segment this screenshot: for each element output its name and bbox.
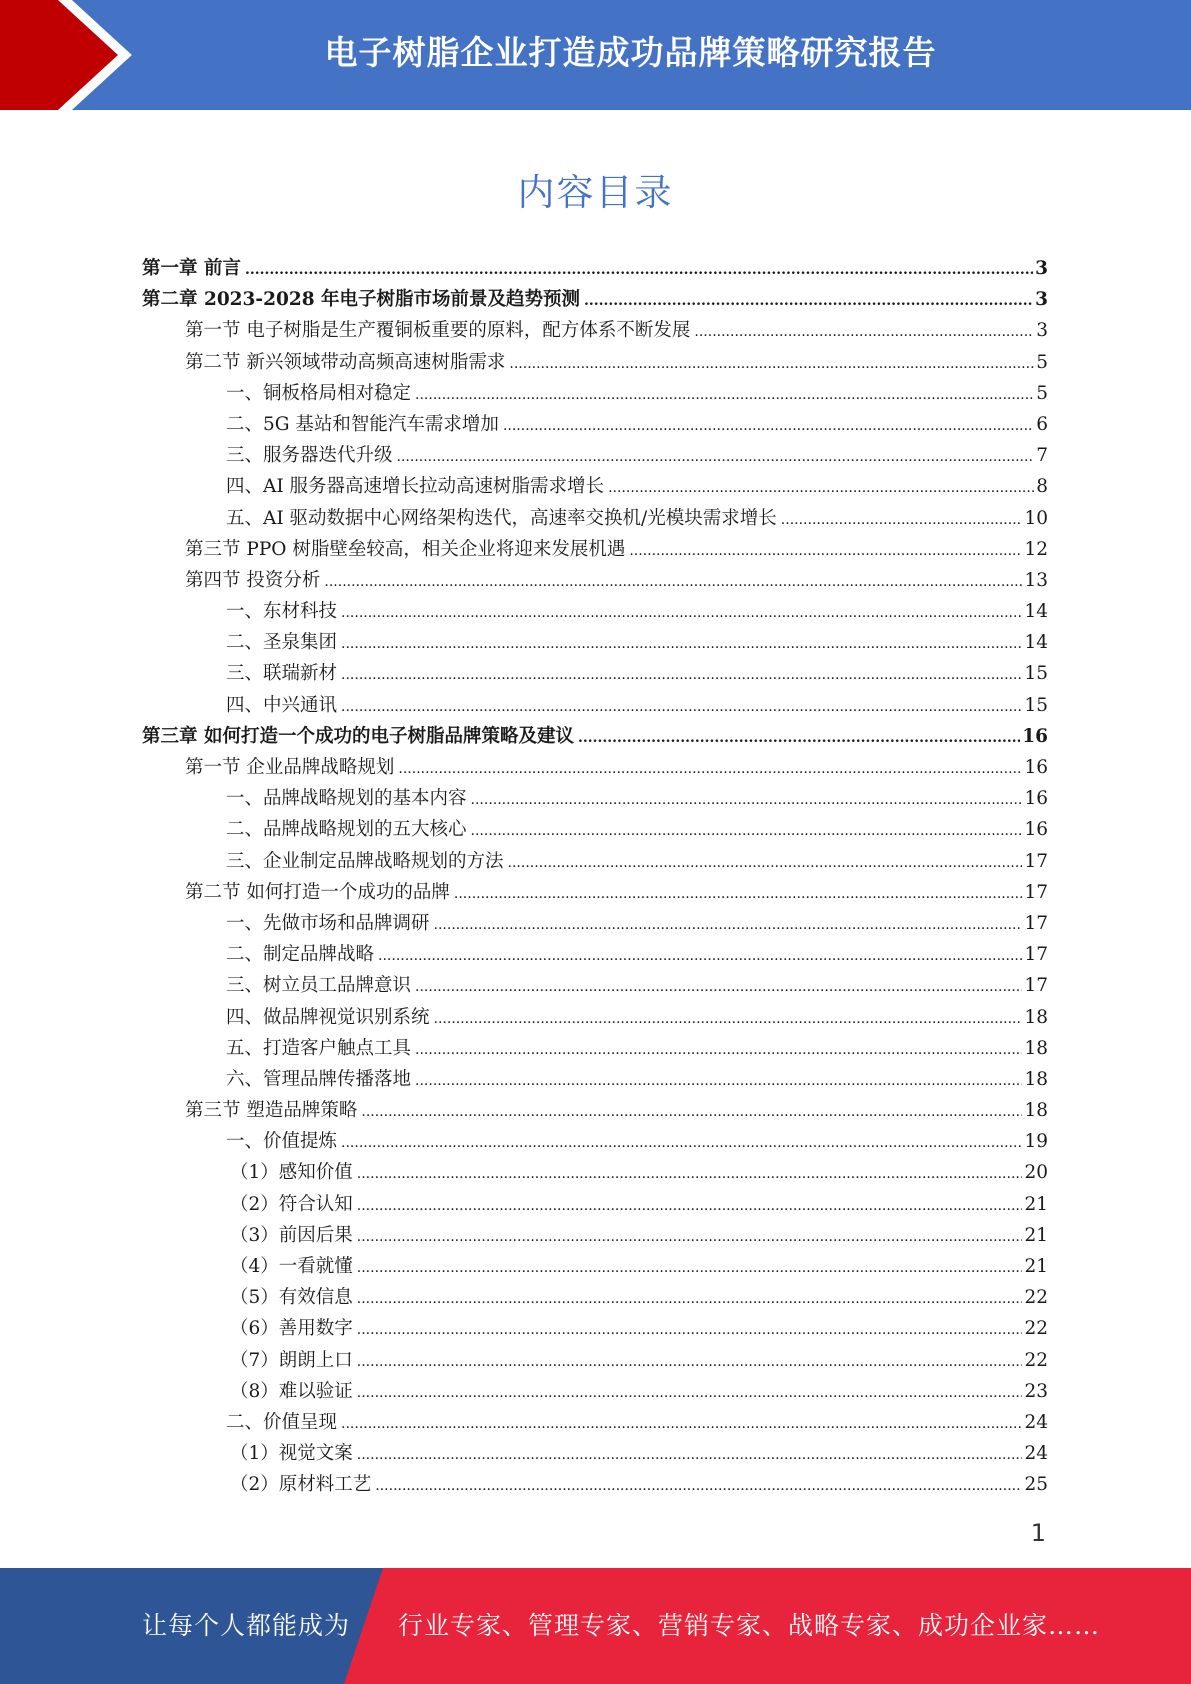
toc-entry[interactable] xyxy=(142,504,1048,535)
toc-entry-label: （5）有效信息 xyxy=(230,1287,353,1309)
toc-entry-label: （2）原材料工艺 xyxy=(230,1474,372,1496)
toc-leader-dots xyxy=(378,948,1022,964)
toc-entry-page: 17 xyxy=(1024,975,1048,997)
toc-leader-dots xyxy=(454,886,1023,902)
toc-entry-label: 第二节 如何打造一个成功的品牌 xyxy=(185,881,450,903)
toc-entry-page: 3 xyxy=(1036,320,1048,342)
toc-leader-dots xyxy=(781,512,1023,528)
toc-entry[interactable] xyxy=(142,1158,1048,1189)
toc-entry-page: 21 xyxy=(1024,1193,1048,1215)
toc-entry-page: 22 xyxy=(1024,1349,1048,1371)
toc-entry-label: 一、铜板格局相对稳定 xyxy=(226,382,412,404)
toc-entry-page: 3 xyxy=(1035,258,1048,279)
toc-entry[interactable] xyxy=(142,1096,1048,1127)
toc-entry[interactable] xyxy=(142,1283,1048,1314)
toc-entry[interactable] xyxy=(142,1221,1048,1252)
toc-entry-page: 22 xyxy=(1024,1287,1048,1309)
toc-leader-dots xyxy=(357,1385,1023,1401)
toc-leader-dots xyxy=(357,1447,1023,1463)
toc-entry-label: （3）前因后果 xyxy=(230,1224,353,1246)
toc-entry-label: 三、联瑞新材 xyxy=(226,663,338,685)
toc-entry-label: （6）善用数字 xyxy=(230,1318,353,1340)
toc-entry[interactable] xyxy=(142,566,1048,597)
toc-leader-dots xyxy=(324,574,1022,590)
toc-entry-label: 三、服务器迭代升级 xyxy=(226,445,393,467)
toc-entry-page: 17 xyxy=(1024,944,1048,966)
toc-leader-dots xyxy=(584,293,1033,309)
toc-entry-page: 12 xyxy=(1024,538,1048,560)
toc-entry-page: 24 xyxy=(1024,1411,1048,1433)
toc-entry[interactable] xyxy=(142,1314,1048,1345)
toc-entry[interactable] xyxy=(142,1377,1048,1408)
footer-slogan-left: 让每个人都能成为 xyxy=(142,1611,351,1640)
toc-entry-page: 21 xyxy=(1024,1224,1048,1246)
toc-entry-page: 18 xyxy=(1024,1100,1048,1122)
toc-entry[interactable] xyxy=(142,1127,1048,1158)
toc-leader-dots xyxy=(415,387,1034,403)
toc-entry-label: （1）视觉文案 xyxy=(230,1443,353,1465)
toc-entry-page: 17 xyxy=(1024,912,1048,934)
toc-entry-label: （2）符合认知 xyxy=(230,1193,353,1215)
toc-entry-label: 二、圣泉集团 xyxy=(226,632,338,654)
toc-entry[interactable] xyxy=(142,753,1048,784)
toc-entry-label: 一、先做市场和品牌调研 xyxy=(226,912,430,934)
toc-entry-page: 18 xyxy=(1024,1037,1048,1059)
toc-entry[interactable] xyxy=(142,659,1048,690)
toc-entry-label: 一、价值提炼 xyxy=(226,1131,338,1153)
toc-leader-dots xyxy=(341,1135,1022,1151)
toc-entry[interactable] xyxy=(142,628,1048,659)
toc-leader-dots xyxy=(694,324,1034,340)
toc-entry-page: 16 xyxy=(1024,819,1048,841)
toc-entry-page: 15 xyxy=(1024,694,1048,716)
footer-banner xyxy=(0,1568,1191,1684)
toc-entry[interactable] xyxy=(142,722,1048,753)
toc-entry-label: 二、5G 基站和智能汽车需求增加 xyxy=(226,413,499,435)
toc-leader-dots xyxy=(357,1229,1023,1245)
toc-entry-page: 14 xyxy=(1024,601,1048,623)
toc-entry[interactable] xyxy=(142,348,1048,379)
toc-leader-dots xyxy=(509,356,1034,372)
toc-leader-dots xyxy=(508,855,1023,871)
toc-leader-dots xyxy=(357,1198,1023,1214)
report-title: 电子树脂企业打造成功品牌策略研究报告 xyxy=(324,33,937,72)
toc-entry-page: 15 xyxy=(1024,663,1048,685)
toc-entry-page: 20 xyxy=(1024,1162,1048,1184)
toc-leader-dots xyxy=(357,1354,1023,1370)
toc-entry-page: 22 xyxy=(1024,1318,1048,1340)
toc-entry-label: 三、树立员工品牌意识 xyxy=(226,975,412,997)
toc-entry[interactable] xyxy=(142,815,1048,846)
toc-leader-dots xyxy=(357,1291,1023,1307)
toc-entry-page: 10 xyxy=(1024,507,1048,529)
toc-entry[interactable] xyxy=(142,847,1048,878)
toc-entry[interactable] xyxy=(142,1065,1048,1096)
toc-entry-label: 三、企业制定品牌战略规划的方法 xyxy=(226,850,504,872)
toc-entry[interactable] xyxy=(142,1470,1048,1501)
toc-leader-dots xyxy=(341,605,1022,621)
toc-entry-label: 四、AI 服务器高速增长拉动高速树脂需求增长 xyxy=(226,476,605,498)
toc-entry[interactable] xyxy=(142,1190,1048,1221)
toc-entry-page: 14 xyxy=(1024,632,1048,654)
toc-entry-label: （7）朗朗上口 xyxy=(230,1349,353,1371)
toc-leader-dots xyxy=(471,823,1023,839)
toc-entry[interactable] xyxy=(142,1408,1048,1439)
toc-entry-page: 13 xyxy=(1024,569,1048,591)
toc-leader-dots xyxy=(357,1166,1023,1182)
toc-entry-label: 五、打造客户触点工具 xyxy=(226,1037,412,1059)
toc-entry-label: （1）感知价值 xyxy=(230,1162,353,1184)
toc-entry-page: 17 xyxy=(1024,881,1048,903)
toc-entry[interactable] xyxy=(142,691,1048,722)
toc-entry[interactable] xyxy=(142,878,1048,909)
toc-leader-dots xyxy=(434,917,1023,933)
toc-leader-dots xyxy=(341,699,1022,715)
toc-leader-dots xyxy=(608,480,1034,496)
toc-entry-label: 一、品牌战略规划的基本内容 xyxy=(226,788,467,810)
toc-leader-dots xyxy=(398,761,1022,777)
toc-leader-dots xyxy=(578,730,1020,746)
page-number: 1 xyxy=(1030,1519,1046,1547)
toc-entry[interactable] xyxy=(142,472,1048,503)
toc-entry-label: 四、中兴通讯 xyxy=(226,694,338,716)
toc-leader-dots xyxy=(397,449,1035,465)
toc-entry-page: 8 xyxy=(1036,476,1048,498)
toc-leader-dots xyxy=(357,1322,1023,1338)
toc-entry[interactable] xyxy=(142,1439,1048,1470)
toc-leader-dots xyxy=(361,1104,1022,1120)
toc-leader-dots xyxy=(415,979,1022,995)
toc-entry-page: 25 xyxy=(1024,1474,1048,1496)
toc-entry-page: 21 xyxy=(1024,1256,1048,1277)
toc-entry[interactable] xyxy=(142,971,1048,1002)
table-of-contents xyxy=(142,254,1048,1502)
toc-entry[interactable] xyxy=(142,441,1048,472)
toc-entry[interactable] xyxy=(142,784,1048,815)
toc-entry-page: 5 xyxy=(1036,351,1048,373)
toc-entry[interactable] xyxy=(142,316,1048,347)
toc-entry[interactable] xyxy=(142,909,1048,940)
toc-entry[interactable] xyxy=(142,379,1048,410)
toc-entry[interactable] xyxy=(142,285,1048,316)
toc-entry-page: 16 xyxy=(1024,757,1048,778)
toc-entry[interactable] xyxy=(142,597,1048,628)
toc-entry-page: 18 xyxy=(1024,1068,1048,1090)
toc-entry-page: 7 xyxy=(1036,445,1048,467)
footer-slogan-right: 行业专家、管理专家、营销专家、战略专家、成功企业家…… xyxy=(398,1611,1101,1640)
toc-entry-page: 18 xyxy=(1024,1006,1048,1028)
toc-leader-dots xyxy=(503,418,1034,434)
toc-heading: 内容目录 xyxy=(517,171,674,214)
toc-entry[interactable] xyxy=(142,535,1048,566)
toc-entry[interactable] xyxy=(142,1252,1048,1283)
header-banner xyxy=(0,0,1191,110)
toc-leader-dots xyxy=(341,636,1022,652)
toc-entry-label: 六、管理品牌传播落地 xyxy=(226,1068,412,1090)
toc-entry-label: 第四节 投资分析 xyxy=(185,569,321,591)
toc-entry-label: 二、品牌战略规划的五大核心 xyxy=(226,819,467,841)
toc-entry-label: （8）难以验证 xyxy=(230,1380,353,1402)
toc-entry[interactable] xyxy=(142,410,1048,441)
toc-leader-dots xyxy=(375,1478,1022,1494)
toc-leader-dots xyxy=(434,1011,1023,1027)
toc-entry-label: 第三节 PPO 树脂壁垒较高，相关企业将迎来发展机遇 xyxy=(185,538,626,560)
toc-entry[interactable] xyxy=(142,1034,1048,1065)
toc-leader-dots xyxy=(245,262,1033,278)
toc-entry-label: 第三章 如何打造一个成功的电子树脂品牌策略及建议 xyxy=(142,725,574,747)
toc-entry[interactable] xyxy=(142,254,1048,285)
toc-entry-label: 四、做品牌视觉识别系统 xyxy=(226,1006,430,1028)
toc-leader-dots xyxy=(471,792,1023,808)
toc-entry-page: 16 xyxy=(1024,788,1048,810)
toc-entry-label: 二、制定品牌战略 xyxy=(226,944,375,966)
toc-entry-page: 17 xyxy=(1024,850,1048,872)
toc-entry-page: 6 xyxy=(1036,413,1048,435)
toc-entry[interactable] xyxy=(142,1346,1048,1377)
toc-leader-dots xyxy=(415,1073,1022,1089)
toc-entry-label: 第一节 电子树脂是生产覆铜板重要的原料，配方体系不断发展 xyxy=(185,320,691,342)
toc-entry-label: 第一章 前言 xyxy=(142,258,241,279)
toc-entry-label: 一、东材科技 xyxy=(226,601,338,623)
toc-leader-dots xyxy=(629,543,1022,559)
toc-entry-label: 二、价值呈现 xyxy=(226,1411,338,1433)
toc-entry-label: 五、AI 驱动数据中心网络架构迭代，高速率交换机/光模块需求增长 xyxy=(226,507,777,529)
toc-entry-label: 第二章 2023-2028 年电子树脂市场前景及趋势预测 xyxy=(142,289,581,311)
toc-entry-page: 5 xyxy=(1036,382,1048,404)
toc-entry-page: 3 xyxy=(1035,289,1048,311)
toc-entry-label: 第二节 新兴领域带动高频高速树脂需求 xyxy=(185,351,506,373)
toc-entry-page: 19 xyxy=(1024,1131,1048,1153)
toc-entry-label: （4）一看就懂 xyxy=(230,1256,353,1277)
toc-entry-label: 第三节 塑造品牌策略 xyxy=(185,1100,358,1122)
toc-leader-dots xyxy=(415,1042,1022,1058)
toc-leader-dots xyxy=(357,1260,1023,1276)
toc-entry-page: 24 xyxy=(1024,1443,1048,1465)
toc-entry-label: 第一节 企业品牌战略规划 xyxy=(185,757,395,778)
toc-leader-dots xyxy=(341,667,1022,683)
toc-leader-dots xyxy=(341,1416,1022,1432)
toc-entry-page: 23 xyxy=(1024,1380,1048,1402)
toc-entry[interactable] xyxy=(142,1003,1048,1034)
toc-entry[interactable] xyxy=(142,940,1048,971)
toc-entry-page: 16 xyxy=(1022,725,1048,747)
